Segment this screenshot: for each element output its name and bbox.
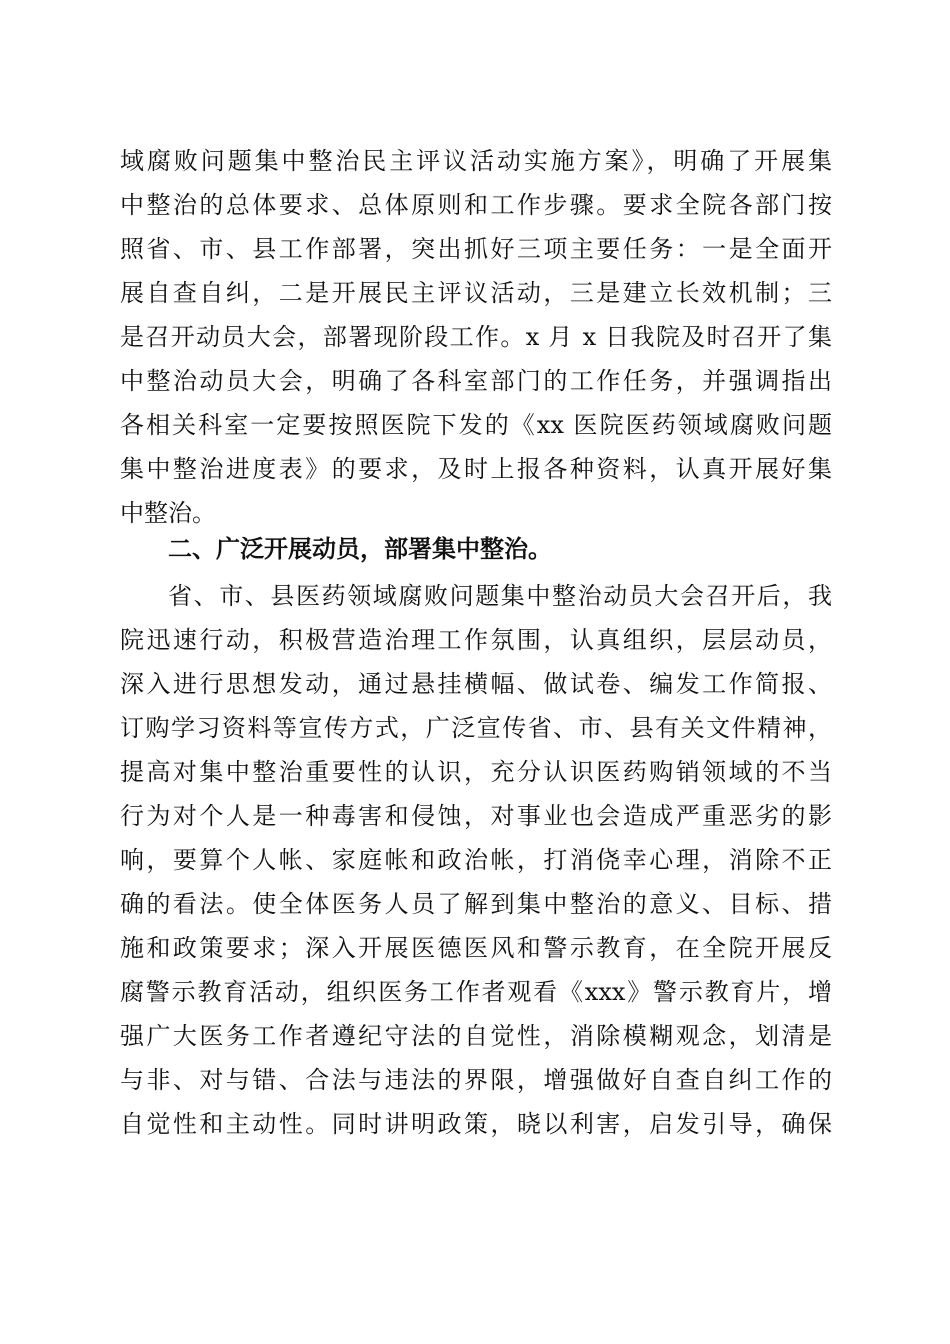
- paragraph-line: 提高对集中整治重要性的认识，充分认识医药购销领域的不当: [120, 758, 832, 786]
- paragraph-line: 展自查自纠，二是开展民主评议活动，三是建立长效机制；三: [120, 279, 832, 307]
- paragraph-line: 中整治。: [120, 499, 216, 527]
- paragraph-line: 订购学习资料等宣传方式，广泛宣传省、市、县有关文件精神，: [120, 714, 832, 742]
- paragraph-line: 省、市、县医药领域腐败问题集中整治动员大会召开后，我: [168, 582, 832, 610]
- paragraph-line: 施和政策要求；深入开展医德医风和警示教育，在全院开展反: [120, 934, 832, 962]
- paragraph-line: 各相关科室一定要按照医院下发的《xx 医院医药领域腐败问题: [120, 411, 832, 439]
- paragraph-line: 行为对个人是一种毒害和侵蚀，对事业也会造成严重恶劣的影: [120, 802, 832, 830]
- paragraph-line: 中整治动员大会，明确了各科室部门的工作任务，并强调指出: [120, 367, 832, 395]
- paragraph-line: 中整治的总体要求、总体原则和工作步骤。要求全院各部门按: [120, 191, 832, 219]
- paragraph-line: 与非、对与错、合法与违法的界限，增强做好自查自纠工作的: [120, 1066, 832, 1094]
- paragraph-line: 强广大医务工作者遵纪守法的自觉性，消除模糊观念，划清是: [120, 1022, 832, 1050]
- paragraph-line: 域腐败问题集中整治民主评议活动实施方案》，明确了开展集: [120, 147, 832, 175]
- paragraph-2: [120, 574, 832, 1146]
- paragraph-line: 响，要算个人帐、家庭帐和政治帐，打消侥幸心理，消除不正: [120, 846, 832, 874]
- paragraph-1: [120, 139, 832, 535]
- paragraph-line: 确的看法。使全体医务人员了解到集中整治的意义、目标、措: [120, 890, 832, 918]
- paragraph-line: 是召开动员大会，部署现阶段工作。x 月 x 日我院及时召开了集: [120, 323, 832, 351]
- section-heading: 二、广泛开展动员，部署集中整治。: [168, 535, 552, 563]
- paragraph-line: 照省、市、县工作部署，突出抓好三项主要任务：一是全面开: [120, 235, 832, 263]
- paragraph-line: 院迅速行动，积极营造治理工作氛围，认真组织，层层动员，: [120, 626, 832, 654]
- paragraph-line: 腐警示教育活动，组织医务工作者观看《xxx》警示教育片，增: [120, 978, 832, 1006]
- paragraph-line: 自觉性和主动性。同时讲明政策，晓以利害，启发引导，确保: [120, 1110, 832, 1138]
- paragraph-line: 集中整治进度表》的要求，及时上报各种资料，认真开展好集: [120, 455, 832, 483]
- paragraph-line: 深入进行思想发动，通过悬挂横幅、做试卷、编发工作简报、: [120, 670, 832, 698]
